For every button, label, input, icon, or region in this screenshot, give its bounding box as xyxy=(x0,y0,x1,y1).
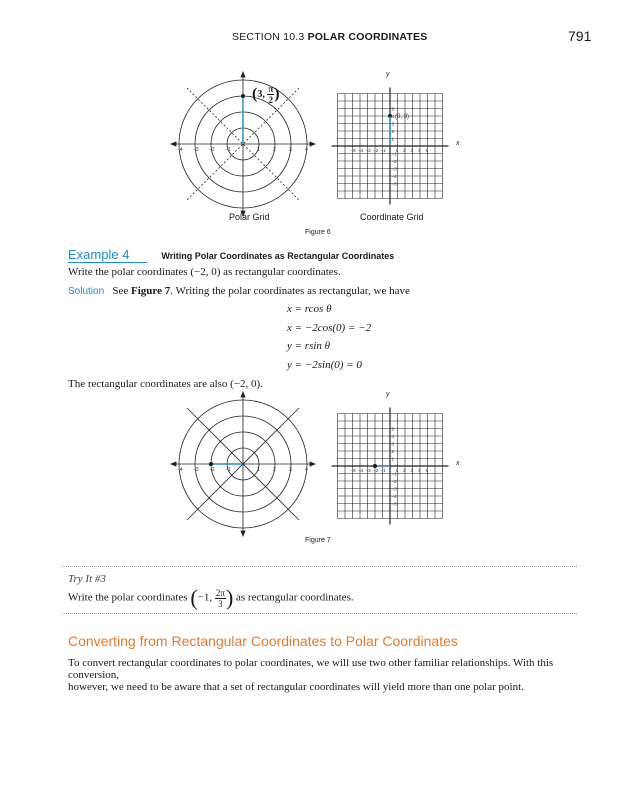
rect-point-label: (0, 3) xyxy=(395,114,410,120)
tick-label: −3 xyxy=(391,486,397,492)
x-axis-label: x xyxy=(456,460,460,467)
tick-label: 3 xyxy=(391,121,395,127)
tick-label: −3 xyxy=(391,166,397,172)
arrowhead xyxy=(171,142,176,146)
tick-label: 2 xyxy=(391,129,395,134)
tick-label: −1 xyxy=(391,471,397,477)
plotted-point xyxy=(241,94,245,98)
section-title-header: POLAR COORDINATES xyxy=(307,31,428,43)
tick-label: 2 xyxy=(273,147,276,153)
rect-grid-label: Coordinate Grid xyxy=(360,212,424,222)
tick-label: −5 xyxy=(391,501,397,507)
tick-label: 4 xyxy=(391,114,395,119)
tick-label: 3 xyxy=(289,467,292,473)
section-heading: Converting from Rectangular Coordinates to Polar Coordinates xyxy=(68,633,458,649)
tick-label: 4 xyxy=(418,468,421,473)
tick-label: 2 xyxy=(391,449,395,454)
tick-label: 1 xyxy=(257,147,260,153)
equation-3: y = rsin θ xyxy=(287,340,331,352)
equation-2: x = −2cos(0) = −2 xyxy=(287,322,372,334)
equation-4: y = −2sin(0) = 0 xyxy=(287,359,362,371)
tick-label: −2 xyxy=(373,148,379,153)
arrowhead xyxy=(171,462,176,466)
tick-label: −4 xyxy=(391,494,397,499)
figure7-polar-grid xyxy=(177,392,312,538)
x-axis-label: x xyxy=(456,140,460,147)
plotted-point xyxy=(373,464,377,468)
tick-label: 4 xyxy=(305,467,308,473)
running-header xyxy=(232,31,427,43)
figure7-caption: Figure 7 xyxy=(305,537,331,544)
tick-label: −3 xyxy=(365,148,371,153)
tick-label: −3 xyxy=(365,468,371,473)
figure6-caption: Figure 6 xyxy=(305,229,331,236)
tick-label: −5 xyxy=(391,181,397,187)
tick-label: 3 xyxy=(410,148,414,153)
tick-label: −4 xyxy=(177,467,183,473)
tick-label: 5 xyxy=(391,426,395,432)
tick-label: −4 xyxy=(391,174,397,179)
tick-label: 2 xyxy=(403,148,406,153)
equation-1: x = rcos θ xyxy=(287,303,332,315)
tick-label: 4 xyxy=(418,148,421,153)
figure6-rect-grid xyxy=(330,68,470,218)
tick-label: −1 xyxy=(380,148,386,153)
arrowhead xyxy=(241,531,245,536)
arrowhead xyxy=(241,72,245,77)
arrowhead xyxy=(310,142,315,146)
y-axis-label: y xyxy=(386,391,390,398)
tick-label: 2 xyxy=(403,468,406,473)
polar-grid-label: Polar Grid xyxy=(229,212,270,222)
tick-label: 4 xyxy=(305,147,308,153)
polar-point-label: (3, $\frac{\pi}{2}$ ) xyxy=(252,84,280,105)
example-title: Writing Polar Coordinates as Rectangular Coordinates xyxy=(161,251,395,261)
try-it-box xyxy=(62,566,577,614)
tick-label: −1 xyxy=(225,147,231,153)
tick-label: −5 xyxy=(350,148,356,153)
try-it-text: Write the polar coordinates (−1, $\frac{2\pi}{3}$ ) as rectangular coordinates. xyxy=(68,585,354,610)
example-heading xyxy=(68,246,568,264)
tick-label: 4 xyxy=(391,434,395,439)
y-axis-label: y xyxy=(386,71,390,78)
tick-label: −2 xyxy=(209,147,215,153)
figure6-polar-grid xyxy=(177,72,312,218)
figure7-rect-grid xyxy=(330,388,470,538)
tick-label: 1 xyxy=(395,468,399,473)
figure-ref: Figure 7 xyxy=(131,285,171,297)
tick-label: −4 xyxy=(358,468,364,473)
tick-label: 1 xyxy=(391,456,395,462)
tick-label: −2 xyxy=(391,479,397,484)
tick-label: 5 xyxy=(391,106,395,112)
section-prefix: SECTION 10.3 xyxy=(232,31,305,43)
tick-label: 5 xyxy=(425,468,429,473)
tick-label: −2 xyxy=(373,468,379,473)
example-conclusion: The rectangular coordinates are also (−2, 0). xyxy=(68,378,263,390)
tick-label: 1 xyxy=(257,467,260,473)
example-prompt: Write the polar coordinates (−2, 0) as rectangular coordinates. xyxy=(68,266,341,278)
tick-label: −4 xyxy=(358,148,364,153)
example-label: Example 4 xyxy=(68,247,147,263)
tick-label: −1 xyxy=(391,151,397,157)
tick-label: −2 xyxy=(391,159,397,164)
tick-label: 1 xyxy=(395,148,399,153)
section-paragraph: To convert rectangular coordinates to polar coordinates, we will use two other familiar relationships. With this conversion, however, we need to be aware that a set of rectangular coordinates will yield more than one polar point. xyxy=(68,657,554,693)
tick-label: −1 xyxy=(225,467,231,473)
try-it-label: Try It #3 xyxy=(68,573,106,585)
tick-label: −5 xyxy=(350,468,356,473)
page-number: 791 xyxy=(568,28,592,44)
arrowhead xyxy=(310,462,315,466)
tick-label: 3 xyxy=(391,441,395,447)
tick-label: −3 xyxy=(193,147,199,153)
tick-label: −1 xyxy=(380,468,386,473)
solution-label: Solution xyxy=(68,286,105,297)
tick-label: 1 xyxy=(391,136,395,142)
tick-label: −3 xyxy=(193,467,199,473)
tick-label: 3 xyxy=(410,468,414,473)
arrowhead xyxy=(241,392,245,397)
tick-label: −2 xyxy=(209,467,215,473)
tick-label: −4 xyxy=(177,147,183,153)
tick-label: 5 xyxy=(425,148,429,153)
tick-label: 2 xyxy=(273,467,276,473)
plotted-point xyxy=(209,462,213,466)
tick-label: 3 xyxy=(289,147,292,153)
solution-line: Solution See Figure 7. Writing the polar coordinates as rectangular, we have xyxy=(68,285,410,297)
